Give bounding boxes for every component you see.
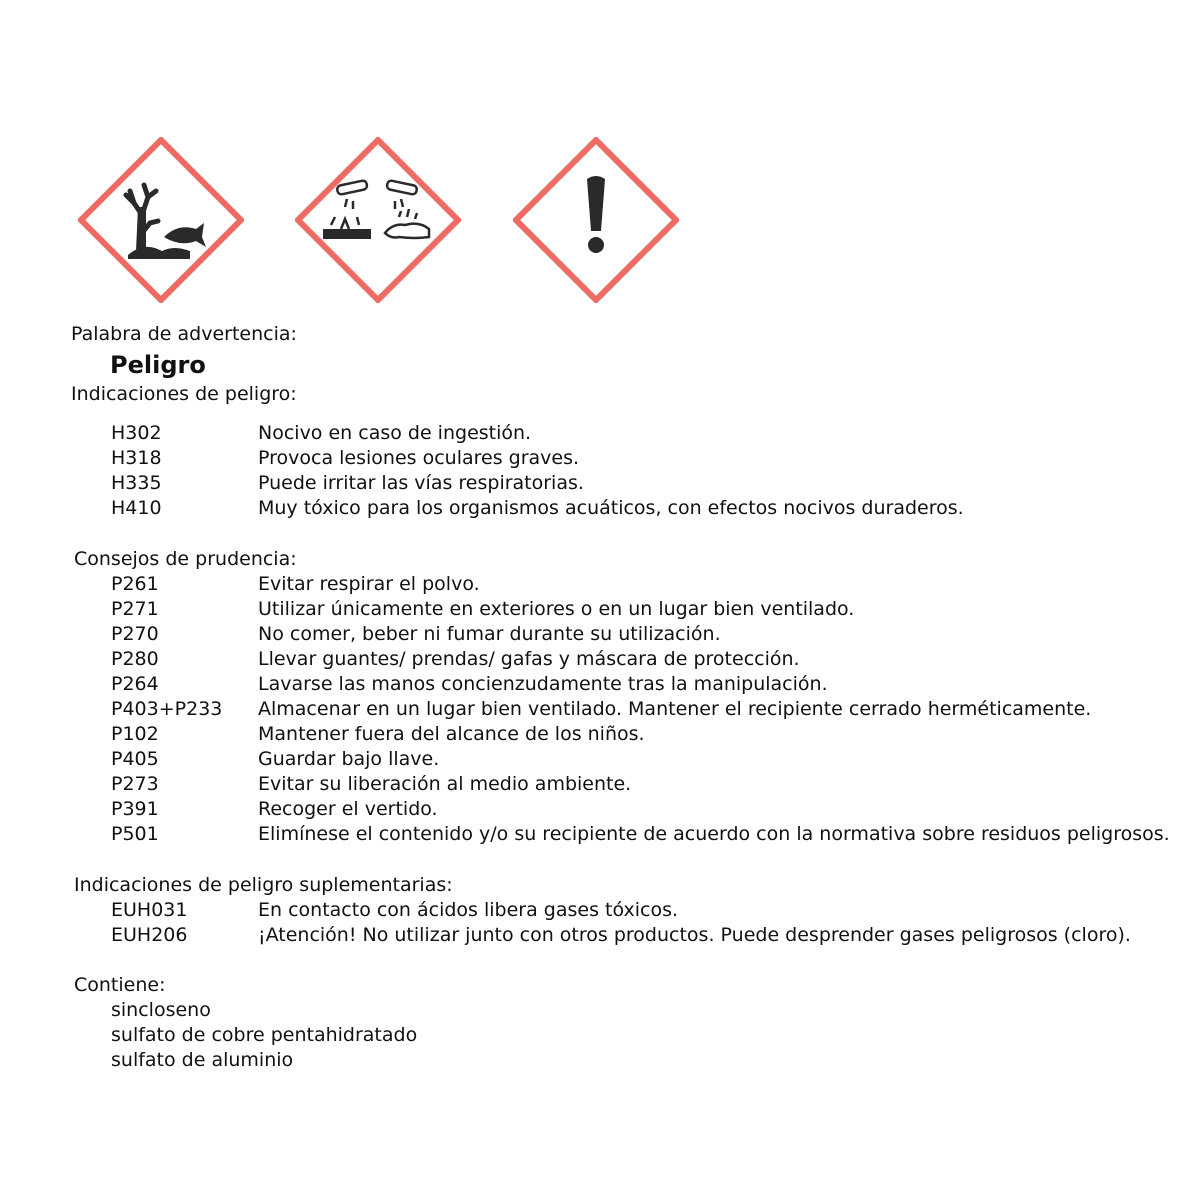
ingredient-item: sincloseno [111, 999, 211, 1021]
exclamation-mark-icon [513, 137, 679, 303]
precaution-code: P102 [111, 723, 159, 745]
precaution-text: Evitar su liberación al medio ambiente. [258, 773, 632, 795]
supplementary-text: ¡Atención! No utilizar junto con otros productos. Puede desprender gases peligrosos (cloro). [258, 924, 1131, 946]
precaution-text: Evitar respirar el polvo. [258, 573, 480, 595]
environment-hazard-icon [78, 137, 244, 303]
hazard-code: H335 [111, 472, 162, 494]
precaution-text: Almacenar en un lugar bien ventilado. Mantener el recipiente cerrado herméticamente. [258, 698, 1092, 720]
signal-word-label: Palabra de advertencia: [71, 323, 297, 345]
hazard-text: Muy tóxico para los organismos acuáticos, con efectos nocivos duraderos. [258, 497, 964, 519]
ingredient-item: sulfato de aluminio [111, 1049, 294, 1071]
precaution-code: P501 [111, 823, 159, 845]
precaution-text: Lavarse las manos concienzudamente tras la manipulación. [258, 673, 828, 695]
precaution-heading: Consejos de prudencia: [74, 548, 297, 570]
precaution-code: P405 [111, 748, 159, 770]
precaution-code: P280 [111, 648, 159, 670]
precaution-code: P261 [111, 573, 159, 595]
precaution-code: P270 [111, 623, 159, 645]
precaution-text: Elimínese el contenido y/o su recipiente de acuerdo con la normativa sobre residuos peligrosos. [258, 823, 1170, 845]
precaution-code: P271 [111, 598, 159, 620]
supplementary-heading: Indicaciones de peligro suplementarias: [74, 874, 453, 896]
hazard-code: H410 [111, 497, 162, 519]
supplementary-code: EUH206 [111, 924, 188, 946]
hazard-text: Provoca lesiones oculares graves. [258, 447, 580, 469]
precaution-code: P403+P233 [111, 698, 223, 720]
precaution-text: Guardar bajo llave. [258, 748, 440, 770]
precaution-text: Utilizar únicamente en exteriores o en un lugar bien ventilado. [258, 598, 855, 620]
supplementary-code: EUH031 [111, 899, 188, 921]
precaution-text: Recoger el vertido. [258, 798, 438, 820]
contains-heading: Contiene: [74, 974, 166, 996]
precaution-code: P264 [111, 673, 159, 695]
precaution-text: Mantener fuera del alcance de los niños. [258, 723, 645, 745]
pictogram-row [78, 137, 678, 303]
precaution-code: P391 [111, 798, 159, 820]
hazard-text: Nocivo en caso de ingestión. [258, 422, 532, 444]
precaution-text: No comer, beber ni fumar durante su utilización. [258, 623, 721, 645]
hazard-code: H318 [111, 447, 162, 469]
hazard-text: Puede irritar las vías respiratorias. [258, 472, 584, 494]
hazard-code: H302 [111, 422, 162, 444]
supplementary-text: En contacto con ácidos libera gases tóxicos. [258, 899, 679, 921]
hazard-heading: Indicaciones de peligro: [71, 383, 297, 405]
precaution-text: Llevar guantes/ prendas/ gafas y máscara de protección. [258, 648, 800, 670]
corrosion-icon [295, 137, 461, 303]
ingredient-item: sulfato de cobre pentahidratado [111, 1024, 418, 1046]
signal-word: Peligro [110, 351, 206, 379]
precaution-code: P273 [111, 773, 159, 795]
